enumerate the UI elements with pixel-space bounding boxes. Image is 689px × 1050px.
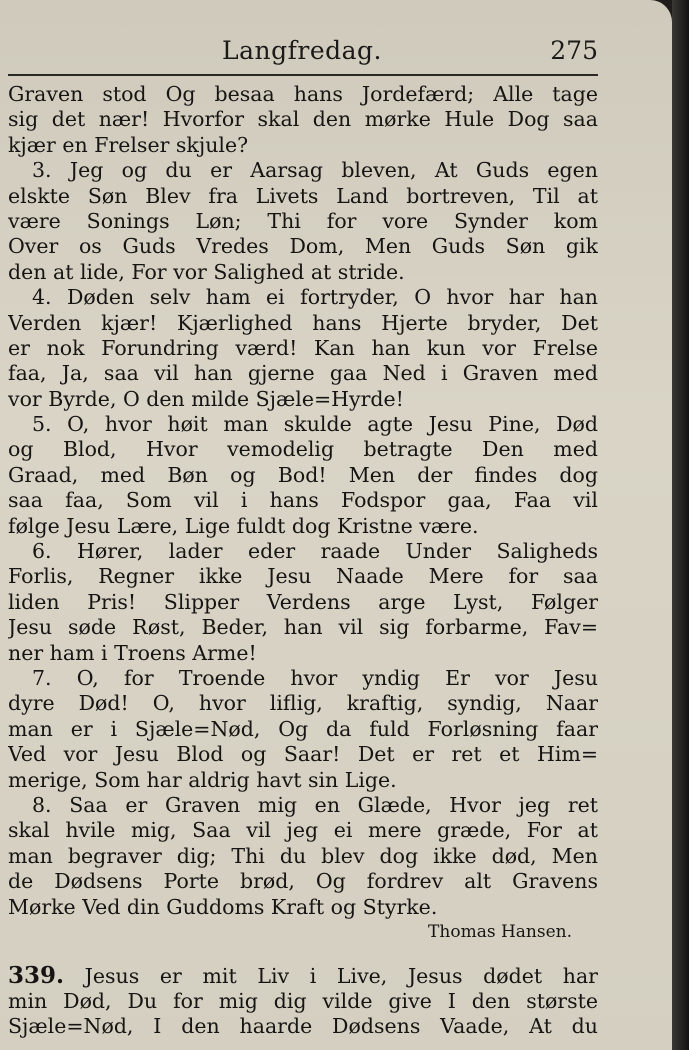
hymn-separator [8,945,598,963]
text-line: skal hvile mig, Saa vil jeg ei mere græde, For at [8,818,598,843]
book-spine-shadow [672,0,689,1050]
text-line: Over os Guds Vredes Dom, Men Guds Søn gik [8,234,598,259]
author-signature: Thomas Hansen. [428,921,572,942]
text-line: de Dødsens Porte brød, Og fordrev alt Gravens [8,869,598,894]
running-title: Langfredag. [222,36,382,65]
text-line: Graad, med Bøn og Bod! Men der findes dog [8,462,598,487]
text-line: faa, Ja, saa vil han gjerne gaa Ned i Graven med [8,361,598,386]
next-hymn-first-line-text: Jesus er mit Liv i Live, Jesus dødet har [84,964,598,989]
page-header [0,36,672,76]
text-line: elskte Søn Blev fra Livets Land bortreven, Til at [8,183,598,208]
text-line: dyre Død! O, hvor liflig, kraftig, syndig, Naar [8,691,598,716]
text-line: merige, Som har aldrig havt sin Lige. [8,767,397,792]
text-line: Verden kjær! Kjærlighed hans Hjerte bryder, Det [8,310,598,335]
text-line: man er i Sjæle=Nød, Og da fuld Forløsning faar [8,716,598,741]
verse-3-start: 3. Jeg og du er Aarsag bleven, At Guds egen [32,158,598,183]
text-line: Sjæle=Nød, I den haarde Dødsens Vaade, At du [8,1014,598,1039]
verse-7-start: 7. O, for Troende hvor yndig Er vor Jesu [32,665,598,690]
hymn-text [8,82,598,1039]
next-hymn-first-line [8,963,598,988]
text-line: ner ham i Troens Arme! [8,640,257,665]
text-line: Forlis, Regner ikke Jesu Naade Mere for saa [8,564,598,589]
text-line: Ved vor Jesu Blod og Saar! Det er ret et Him= [8,742,598,767]
verse-6-start: 6. Hører, lader eder raade Under Saligheds [32,539,598,564]
text-line: Mørke Ved din Guddoms Kraft og Styrke. [8,894,438,919]
header-rule [8,74,598,76]
hymn-number: 339. [8,963,65,989]
text-line: man begraver dig; Thi du blev dog ikke død, Men [8,843,598,868]
text-line: saa faa, Som vil i hans Fodspor gaa, Faa vil [8,488,598,513]
text-line: vor Byrde, O den milde Sjæle=Hyrde! [8,386,404,411]
text-line: og Blod, Hvor vemodelig betragte Den med [8,437,598,462]
text-line: Jesu søde Røst, Beder, han vil sig forbarme, Fav= [8,615,598,640]
verse-8-start: 8. Saa er Graven mig en Glæde, Hvor jeg ret [32,792,598,817]
text-line: være Sonings Løn; Thi for vore Synder kom [8,208,598,233]
text-line: følge Jesu Lære, Lige fuldt dog Kristne være. [8,513,479,538]
text-line: sig det nær! Hvorfor skal den mørke Hule Dog saa [8,107,598,132]
text-line: den at lide, For vor Salighed at stride. [8,259,405,284]
text-line: er nok Forundring værd! Kan han kun vor Frelse [8,335,598,360]
text-line: kjær en Frelser skjule? [8,132,249,157]
verse-5-start: 5. O, hvor høit man skulde agte Jesu Pine, Død [32,412,598,437]
text-line: liden Pris! Slipper Verdens arge Lyst, Følger [8,589,598,614]
text-line: Graven stod Og besaa hans Jordefærd; Alle tage [8,82,598,106]
page-number: 275 [550,36,598,65]
text-line: min Død, Du for mig dig vilde give I den største [8,988,598,1013]
verse-4-start: 4. Døden selv ham ei fortryder, O hvor har han [32,285,598,310]
